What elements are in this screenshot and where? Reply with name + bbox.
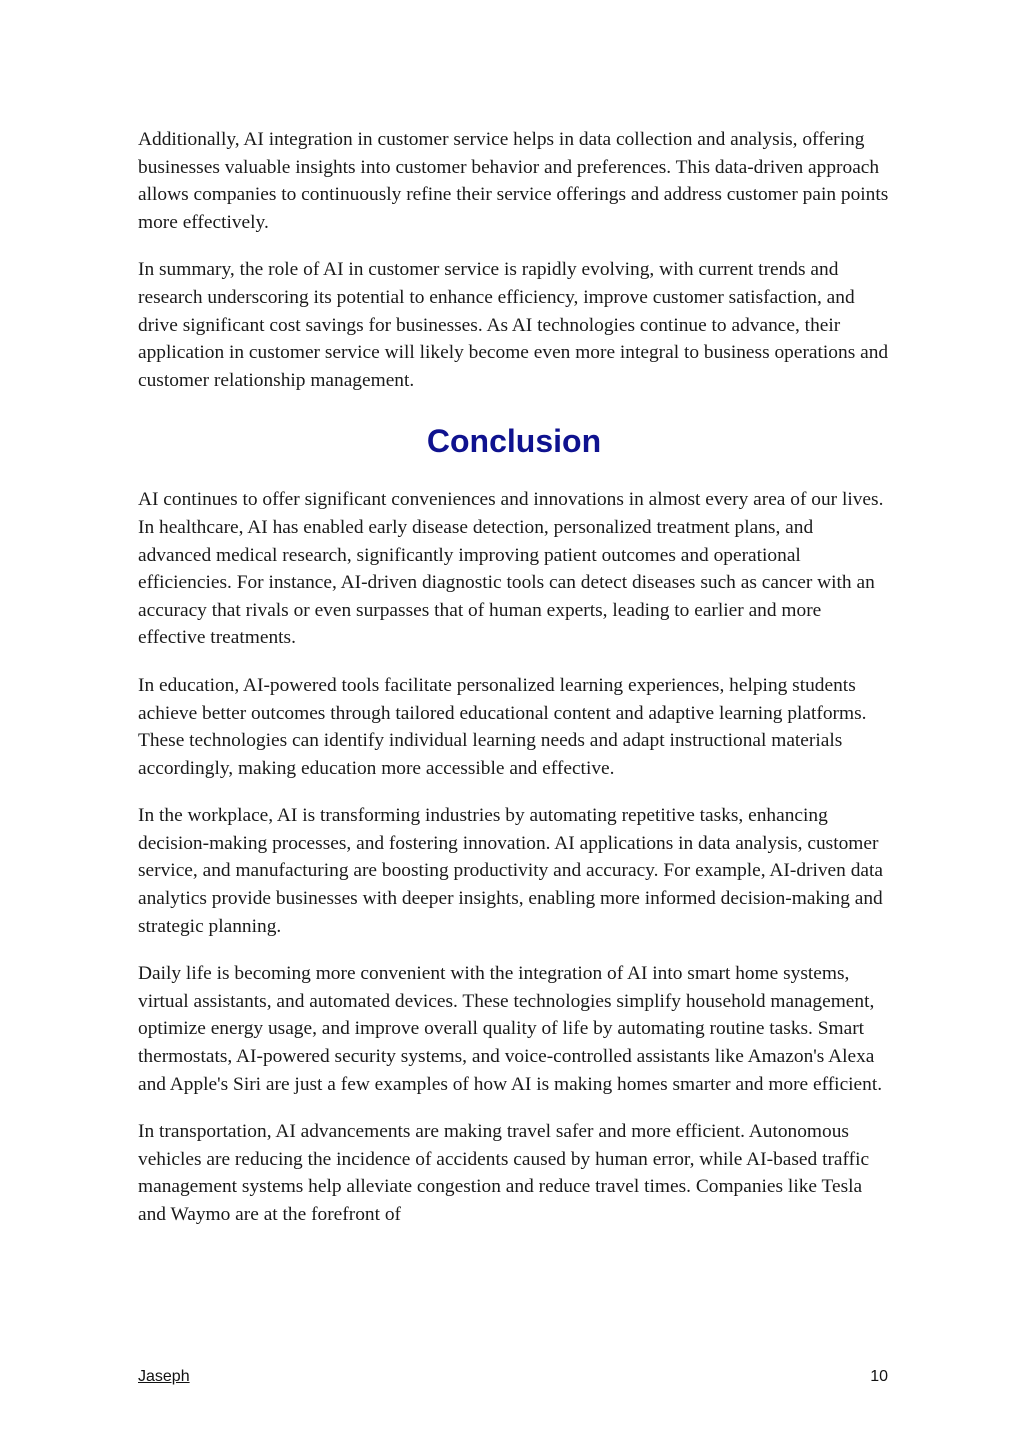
section-heading: Conclusion	[426, 423, 602, 460]
paragraph: Daily life is becoming more convenient with the integration of AI into smart home systems, virtual assistants, and automated devices. These technologies simplify household management, optimize energy usage, and improve overall quality of life by automating routine tasks. Smart thermostats, AI-powered security systems, and voice-controlled assistants like Amazon's Alexa and Apple's Siri are just a few examples of how AI is making homes smarter and more efficient.	[138, 963, 883, 1095]
page-number: 10	[870, 1368, 888, 1385]
footer-author-link[interactable]: Jaseph	[138, 1368, 190, 1385]
paragraph: Additionally, AI integration in customer service helps in data collection and analysis, offering businesses valuable insights into customer behavior and preferences. This data-driven approach allows companies to continuously refine their service offerings and address customer pain points more effectively.	[138, 129, 889, 233]
paragraph: In transportation, AI advancements are making travel safer and more efficient. Autonomous vehicles are reducing the incidence of accidents caused by human error, while AI-based traffic management systems help alleviate congestion and reduce travel times. Companies like Tesla and Waymo are at the forefront of	[138, 1121, 870, 1225]
paragraph: In the workplace, AI is transforming industries by automating repetitive tasks, enhancing decision-making processes, and fostering innovation. AI applications in data analysis, customer service, and manufacturing are boosting productivity and accuracy. For example, AI-driven data analytics provide businesses with deeper insights, enabling more informed decision-making and strategic planning.	[138, 805, 884, 937]
page-footer	[138, 1368, 888, 1390]
document-page	[138, 126, 890, 1326]
paragraph: In summary, the role of AI in customer service is rapidly evolving, with current trends and research underscoring its potential to enhance efficiency, improve customer satisfaction, and drive significant cost savings for businesses. As AI technologies continue to advance, their application in customer service will likely become even more integral to business operations and customer relationship management.	[138, 259, 889, 391]
paragraph: In education, AI-powered tools facilitate personalized learning experiences, helping students achieve better outcomes through tailored educational content and adaptive learning platforms. These technologies can identify individual learning needs and adapt instructional materials accordingly, making education more accessible and effective.	[138, 674, 867, 779]
paragraph: AI continues to offer significant conveniences and innovations in almost every area of our lives. In healthcare, AI has enabled early disease detection, personalized treatment plans, and advanced medical research, significantly improving patient outcomes and operational efficiencies. For instance, AI-driven diagnostic tools can detect diseases such as cancer with an accuracy that rivals or even surpasses that of human experts, leading to earlier and more effective treatments.	[138, 489, 884, 649]
